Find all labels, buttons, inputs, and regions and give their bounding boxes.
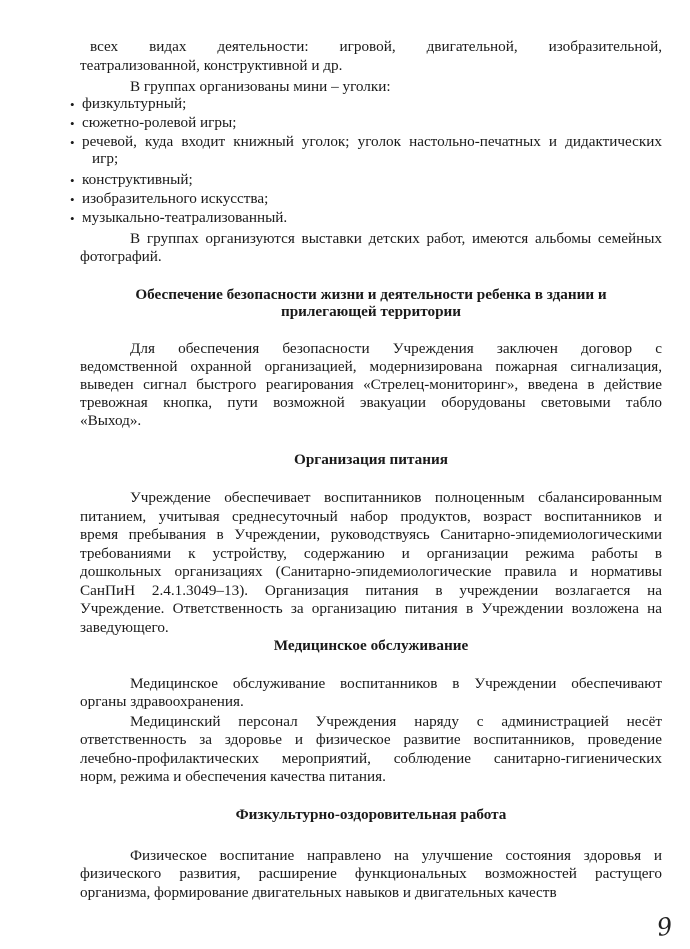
intro-line-2: театрализованной, конструктивной и др. (80, 57, 343, 74)
exhibitions-line-2: фотографий. (80, 248, 162, 265)
sport-line-1: Физическое воспитание направлено на улучшение состояния здоровья и (130, 847, 662, 864)
bullet-icon: • (70, 192, 75, 207)
safety-line-3: выведен сигнал быстрого реагирования «Стрелец-мониторинг», введена в действие (80, 376, 662, 393)
bullet-icon: • (70, 173, 75, 188)
bullet-icon: • (70, 97, 75, 112)
bullet-icon: • (70, 135, 75, 150)
corner-item: музыкально-театрализованный. (82, 209, 288, 226)
safety-heading-2: прилегающей территории (280, 303, 462, 320)
corner-item: физкультурный; (82, 95, 187, 112)
corner-item: конструктивный; (82, 171, 193, 188)
exhibitions-line-1: В группах организуются выставки детских работ, имеются альбомы семейных (130, 230, 662, 247)
nutrition-heading: Организация питания (294, 451, 448, 468)
sport-line-3: организма, формирование двигательных навыков и двигательных качеств (80, 884, 557, 901)
safety-heading-1: Обеспечение безопасности жизни и деятельности ребенка в здании и (135, 286, 607, 303)
safety-line-1: Для обеспечения безопасности Учреждения заключен договор с (130, 340, 662, 357)
medical-p2-line-2: ответственность за здоровье и физическое развитие воспитанников, проведение (80, 731, 662, 748)
nutrition-line-5: дошкольных организациях (Санитарно-эпидемиологические правила и нормативы (80, 563, 662, 580)
medical-heading: Медицинское обслуживание (273, 637, 469, 654)
bullet-icon: • (70, 116, 75, 131)
bullet-icon: • (70, 211, 75, 226)
safety-line-2: ведомственной охранной организацией, модернизирована пожарная сигнализация, (80, 358, 662, 375)
medical-p2-line-4: норм, режима и обеспечения качества питания. (80, 768, 386, 785)
nutrition-line-4: требованиями к устройству, содержанию и организации режима работы в (80, 545, 662, 562)
medical-p2-line-1: Медицинский персонал Учреждения наряду с администрацией несёт (130, 713, 662, 730)
corner-item-continued: игр; (92, 150, 119, 167)
medical-p2-line-3: лечебно-профилактических мероприятий, соблюдение санитарно-гигиенических (80, 750, 662, 767)
nutrition-line-6: СанПиН 2.4.1.3049–13). Организация питания в учреждении возлагается на (80, 582, 662, 599)
nutrition-line-3: время пребывания в Учреждении, руководствуясь Санитарно-эпидемиологическими (80, 526, 662, 543)
medical-p1-line-2: органы здравоохранения. (80, 693, 244, 710)
page-number: 9 (655, 912, 675, 942)
corner-item: речевой, куда входит книжный уголок; уголок настольно-печатных и дидактических (82, 133, 662, 150)
intro-line-1: всех видах деятельности: игровой, двигательной, изобразительной, (90, 38, 662, 55)
safety-line-4: тревожная кнопка, пути возможной эвакуации оборудованы световыми табло (80, 394, 662, 411)
nutrition-line-1: Учреждение обеспечивает воспитанников полноценным сбалансированным (130, 489, 662, 506)
corners-intro: В группах организованы мини – уголки: (130, 78, 391, 95)
medical-p1-line-1: Медицинское обслуживание воспитанников в Учреждении обеспечивают (130, 675, 662, 692)
corner-item: изобразительного искусства; (82, 190, 269, 207)
nutrition-line-2: питанием, учитывая среднесуточный набор продуктов, возраст воспитанников и (80, 508, 662, 525)
corner-item: сюжетно-ролевой игры; (82, 114, 237, 131)
sport-line-2: физического развития, расширение функциональных возможностей растущего (80, 865, 662, 882)
nutrition-line-7: Учреждение. Ответственность за организацию питания в Учреждении возложена на (80, 600, 662, 617)
nutrition-line-8: заведующего. (80, 619, 169, 636)
sport-heading: Физкультурно-оздоровительная работа (235, 806, 507, 823)
safety-line-5: «Выход». (80, 412, 142, 429)
